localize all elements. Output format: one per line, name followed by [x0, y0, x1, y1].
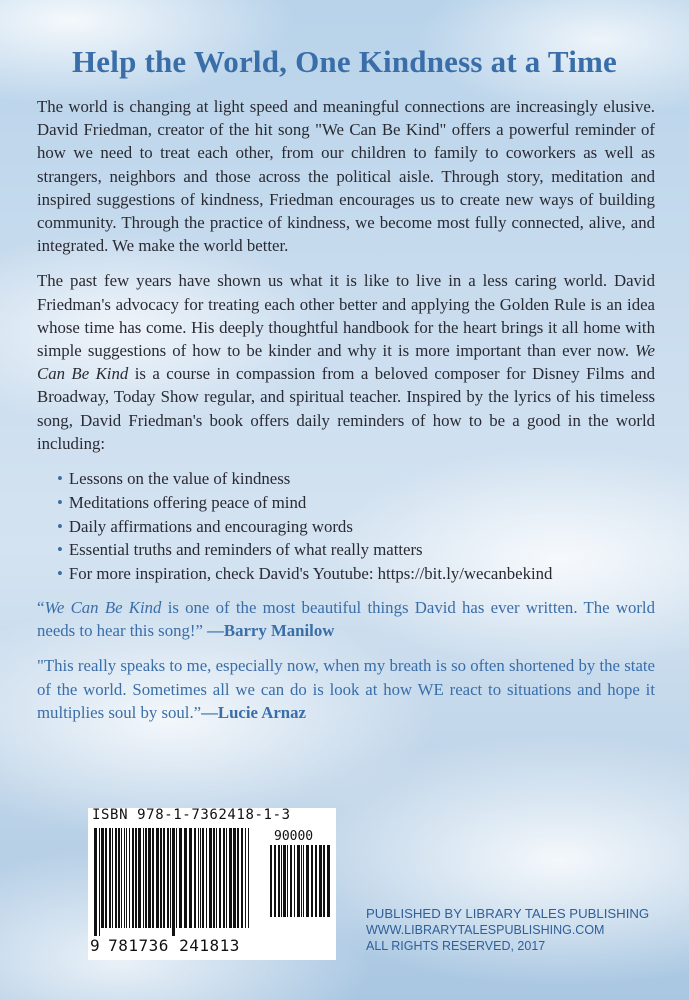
barcode-bar	[319, 845, 322, 917]
barcode-digits	[90, 936, 240, 955]
barcode-bar	[301, 845, 302, 917]
testimonial-barry-manilow	[37, 596, 655, 642]
barcode-bar	[115, 828, 117, 928]
list-item-text: Essential truths and reminders of what really matters	[68, 540, 423, 560]
isbn-label: ISBN 978-1-7362418-1-3	[92, 807, 291, 823]
barcode-bar	[306, 845, 309, 917]
quote-author: —Barry Manilow	[202, 621, 335, 641]
description-paragraph-1: The world is changing at light speed and meaningful connections are increasingly elusive. David Friedman, creator of the hit song "We Can Be Kind" offers a powerful reminder of how we need to treat each other, from our children to family to coworkers as well as strangers, neighbors and those across the political aisle. Through story, meditation and inspired suggestions of kindness, Friedman encourages us to create new ways of building community. Through the practice of kindness, we become most fully connected, alive, and integrated. We make the world better.	[37, 97, 655, 256]
barcode-bar	[129, 828, 130, 928]
barcode-bar	[198, 828, 199, 928]
barcode-bar	[315, 845, 317, 917]
barcode-bar	[248, 828, 249, 928]
barcode-bar	[233, 828, 236, 928]
barcode-bar	[229, 828, 232, 928]
publisher-name: PUBLISHED BY LIBRARY TALES PUBLISHING	[366, 906, 650, 921]
barcode-bar	[226, 828, 227, 928]
barcode-bar	[121, 828, 122, 928]
quote-text: is one of the most beautiful things David has ever written. The world needs to hear this song!”	[37, 598, 655, 641]
barcode-bar	[118, 828, 120, 928]
barcode-bar	[145, 828, 147, 928]
bullet-icon: •	[57, 564, 63, 584]
barcode-bar	[290, 845, 292, 917]
barcode-bar	[124, 828, 125, 928]
barcode-bar	[223, 828, 225, 928]
barcode-bar	[327, 845, 330, 917]
bullet-icon: •	[57, 540, 63, 560]
barcode-bar	[143, 828, 144, 928]
barcode-lead-digit: 9	[90, 936, 101, 955]
barcode-bar	[176, 828, 177, 928]
barcode-bar	[274, 845, 276, 917]
barcode-bar	[194, 828, 196, 928]
quote-book-title: We Can Be Kind	[44, 598, 162, 618]
list-item-text: For more inspiration, check David's Youtube: https://bit.ly/wecanbekind	[68, 564, 553, 584]
barcode-bar	[206, 828, 207, 928]
barcode-bar	[152, 828, 154, 928]
price-barcode-icon	[270, 845, 332, 925]
barcode-bar	[294, 845, 295, 917]
barcode-bar	[202, 828, 204, 928]
page-title: Help the World, One Kindness at a Time	[71, 44, 617, 79]
barcode-bar	[303, 845, 304, 917]
barcode-bar	[213, 828, 215, 928]
bullet-icon: •	[57, 469, 63, 489]
barcode-bar	[172, 828, 175, 936]
barcode-bar	[270, 845, 272, 917]
barcode-bar	[189, 828, 192, 928]
bullet-icon: •	[57, 516, 63, 536]
barcode-bar	[311, 845, 313, 917]
barcode-bar	[200, 828, 201, 928]
barcode-bar	[135, 828, 137, 928]
description-paragraph-2	[37, 269, 655, 455]
barcode-bar	[287, 845, 288, 917]
bullet-icon: •	[57, 492, 63, 512]
barcode-bar	[184, 828, 187, 928]
barcode-bar	[109, 828, 111, 928]
barcode-bar	[237, 828, 239, 928]
quote-text: "This really speaks to me, especially now, when my breath is so often shortened by the state of the world. Sometimes all we can do is look at how WE react to situations and hope it multiplies soul by soul.”	[37, 656, 655, 722]
copyright-notice: ALL RIGHTS RESERVED, 2017	[366, 939, 546, 953]
barcode-bar	[163, 828, 165, 928]
barcode-bar	[138, 828, 141, 928]
publisher-info	[366, 906, 666, 954]
barcode-bar	[245, 828, 246, 928]
quote-open-mark: “	[37, 598, 45, 618]
paragraph-2-part-1: The past few years have shown us what it is like to live in a less caring world. David Friedman's advocacy for treating each other better and applying the Golden Rule is an idea whose time has come. His deeply thoughtful handbook for the heart brings it all home with simple suggestions of how to be kinder and why it is more important than ever now.	[37, 271, 655, 361]
list-item	[57, 467, 655, 491]
barcode-bar	[241, 828, 243, 928]
barcode-bar	[156, 828, 159, 928]
paragraph-2-part-2: is a course in compassion from a beloved composer for Disney Films and Broadway, Today Show regular, and spiritual teacher. Inspired by the lyrics of his timeless song, David Friedman's book offers daily reminders of how to be a good in the world including:	[37, 364, 656, 453]
barcode-bar	[105, 828, 107, 928]
barcode-bar	[297, 845, 300, 917]
barcode-bar	[219, 828, 221, 928]
book-title-italic: We Can Be Kind	[37, 341, 655, 384]
list-item	[57, 515, 655, 539]
list-item	[57, 562, 655, 586]
barcode-bar	[94, 828, 97, 936]
list-item-text: Daily affirmations and encouraging words	[68, 516, 353, 536]
barcode-icon	[94, 828, 254, 938]
barcode-bar	[283, 845, 286, 917]
barcode-bar	[132, 828, 134, 928]
barcode-bar	[167, 828, 169, 928]
publisher-website: WWW.LIBRARYTALESPUBLISHING.COM	[366, 923, 605, 937]
list-item-text: Lessons on the value of kindness	[68, 469, 291, 489]
barcode-bar	[101, 828, 104, 928]
barcode-bar	[112, 828, 113, 928]
barcode-bar	[148, 828, 151, 928]
testimonial-lucie-arnaz	[37, 654, 655, 724]
barcode-bar	[216, 828, 217, 928]
list-item	[57, 538, 655, 562]
list-item-text: Meditations offering peace of mind	[68, 492, 307, 512]
barcode-bar	[323, 845, 325, 917]
back-cover-text	[37, 95, 655, 736]
barcode-bar	[170, 828, 171, 928]
barcode-bar	[209, 828, 212, 928]
barcode-bar	[179, 828, 182, 928]
barcode-bar	[126, 828, 127, 928]
feature-list	[37, 467, 655, 586]
price-code: 90000	[274, 829, 314, 844]
barcode-bar	[99, 828, 100, 936]
barcode-bar	[278, 845, 280, 917]
quote-author: —Lucie Arnaz	[201, 702, 306, 722]
list-item	[57, 491, 655, 515]
barcode-bar	[281, 845, 282, 917]
barcode-bar	[160, 828, 162, 928]
barcode-number: 781736 241813	[108, 936, 240, 955]
